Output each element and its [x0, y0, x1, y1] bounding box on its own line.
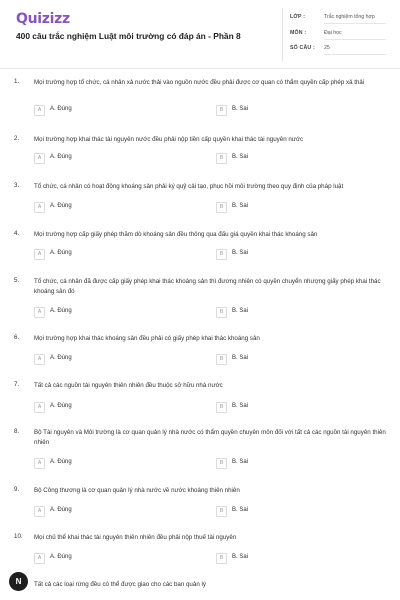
option-text: B. Sai: [232, 355, 249, 361]
option-text: A. Đúng: [50, 308, 72, 314]
option-letter-box[interactable]: B: [216, 202, 227, 213]
question-text: Bộ Tài nguyên và Môi trường là cơ quan quản lý nhà nước có thẩm quyền chuyên môn đối với tất cả các nguồn tài nguyên thiên nhiên: [34, 429, 386, 446]
option-text: B. Sai: [232, 403, 249, 409]
option-letter-box[interactable]: A: [34, 202, 45, 213]
answer-option-b[interactable]: [216, 402, 366, 414]
question-number: 1.: [14, 78, 20, 85]
answer-option-b[interactable]: [216, 354, 366, 366]
option-text: A. Đúng: [50, 403, 72, 409]
answer-option-a[interactable]: [34, 553, 184, 565]
question-number: 8.: [14, 428, 20, 435]
option-text: A. Đúng: [50, 554, 72, 560]
question-text: Tất cả các nguồn tài nguyên thiên nhiên đều thuộc sở hữu nhà nước: [34, 382, 223, 389]
option-letter-box[interactable]: A: [34, 153, 45, 164]
option-letter-box[interactable]: A: [34, 458, 45, 469]
question-number: 3.: [14, 182, 20, 189]
answer-option-a[interactable]: [34, 354, 184, 366]
answer-option-a[interactable]: [34, 153, 184, 165]
option-text: A. Đúng: [50, 106, 72, 112]
answer-option-a[interactable]: [34, 402, 184, 414]
option-text: B. Sai: [232, 203, 249, 209]
option-text: A. Đúng: [50, 355, 72, 361]
question-text: Mọi trường hợp khai thác tài nguyên nước đều phải nộp tiền cấp quyền khai thác tài nguyên nước: [34, 136, 304, 143]
question-number: 10.: [14, 533, 23, 540]
meta-underline: [324, 23, 386, 24]
option-text: B. Sai: [232, 250, 249, 256]
answer-option-b[interactable]: [216, 458, 366, 470]
meta-value-question-count: 25: [324, 45, 330, 51]
answer-option-b[interactable]: [216, 506, 366, 518]
option-letter-box[interactable]: B: [216, 307, 227, 318]
option-letter-box[interactable]: A: [34, 553, 45, 564]
option-text: A. Đúng: [50, 250, 72, 256]
answer-option-a[interactable]: [34, 249, 184, 261]
option-letter-box[interactable]: B: [216, 553, 227, 564]
question-number: 6.: [14, 334, 20, 341]
answer-option-b[interactable]: [216, 105, 366, 117]
worksheet-header: [0, 0, 400, 70]
meta-label-question-count: SỐ CÂU :: [290, 45, 315, 51]
option-letter-box[interactable]: A: [34, 354, 45, 365]
answer-option-a[interactable]: [34, 458, 184, 470]
meta-row-question-count: [290, 43, 390, 57]
answer-option-a[interactable]: [34, 105, 184, 117]
floating-n-button[interactable]: N: [9, 572, 28, 591]
option-letter-box[interactable]: B: [216, 458, 227, 469]
question-number: 7.: [14, 381, 20, 388]
quizizz-logo[interactable]: Quizizz: [16, 11, 70, 27]
option-text: A. Đúng: [50, 507, 72, 513]
answer-option-b[interactable]: [216, 553, 366, 565]
meta-row-class: [290, 12, 390, 26]
header-divider: [0, 68, 400, 69]
option-letter-box[interactable]: B: [216, 105, 227, 116]
header-vertical-divider: [282, 8, 283, 62]
question-number: 4.: [14, 230, 20, 237]
answer-option-b[interactable]: [216, 202, 366, 214]
option-letter-box[interactable]: A: [34, 402, 45, 413]
option-letter-box[interactable]: B: [216, 402, 227, 413]
option-letter-box[interactable]: B: [216, 354, 227, 365]
option-text: A. Đúng: [50, 154, 72, 160]
answer-option-a[interactable]: [34, 506, 184, 518]
meta-underline: [324, 54, 386, 55]
question-text: Mọi trường hợp tổ chức, cá nhân xả nước thải vào nguồn nước đều phải được cơ quan có thẩm quyền cấp phép xả thải: [34, 79, 365, 86]
option-letter-box[interactable]: B: [216, 249, 227, 260]
question-text: Mọi trường hợp cấp giấy phép thăm dò khoáng sản đều thông qua đấu giá quyền khai thác khoáng sản: [34, 231, 318, 238]
meta-value-subject: Đại học: [324, 30, 342, 36]
question-number: 2.: [14, 135, 20, 142]
answer-option-b[interactable]: [216, 249, 366, 261]
option-letter-box[interactable]: B: [216, 506, 227, 517]
answer-option-b[interactable]: [216, 153, 366, 165]
meta-value-class: Trắc nghiệm tổng hợp: [324, 14, 375, 20]
option-text: A. Đúng: [50, 203, 72, 209]
option-letter-box[interactable]: A: [34, 307, 45, 318]
question-text: Tổ chức, cá nhân có hoạt động khoáng sản phải ký quỹ cải tạo, phục hồi môi trường theo quy định của pháp luật: [34, 183, 344, 190]
question-text: Tổ chức, cá nhân đã được cấp giấy phép khai thác khoáng sản thì đương nhiên có quyền chuyển nhượng giấy phép khai thác khoáng sản đó: [34, 278, 381, 295]
meta-label-class: LỚP :: [290, 14, 306, 20]
document-title: 400 câu trắc nghiệm Luật môi trường có đáp án - Phần 8: [16, 31, 241, 41]
question-text: Mọi trường hợp khai thác khoáng sản đều phải có giấy phép khai thác khoáng sản: [34, 335, 260, 342]
meta-label-subject: MÔN :: [290, 30, 307, 36]
meta-row-subject: [290, 28, 390, 42]
meta-underline: [324, 39, 386, 40]
question-number: 9.: [14, 486, 20, 493]
option-text: B. Sai: [232, 106, 249, 112]
option-letter-box[interactable]: A: [34, 105, 45, 116]
option-letter-box[interactable]: B: [216, 153, 227, 164]
question-text: Tất cả các loại rừng đều có thể được giao cho các ban quản lý: [34, 581, 206, 588]
option-text: A. Đúng: [50, 459, 72, 465]
answer-option-b[interactable]: [216, 307, 366, 319]
option-text: B. Sai: [232, 507, 249, 513]
question-number: 5.: [14, 277, 20, 284]
option-letter-box[interactable]: A: [34, 249, 45, 260]
option-letter-box[interactable]: A: [34, 506, 45, 517]
option-text: B. Sai: [232, 554, 249, 560]
option-text: B. Sai: [232, 308, 249, 314]
option-text: B. Sai: [232, 154, 249, 160]
answer-option-a[interactable]: [34, 307, 184, 319]
option-text: B. Sai: [232, 459, 249, 465]
question-text: Bộ Công thương là cơ quan quản lý nhà nước về nước khoáng thiên nhiên: [34, 487, 240, 494]
question-text: Mọi chủ thể khai thác tài nguyên thiên nhiên đều phải nộp thuế tài nguyên: [34, 534, 237, 541]
answer-option-a[interactable]: [34, 202, 184, 214]
